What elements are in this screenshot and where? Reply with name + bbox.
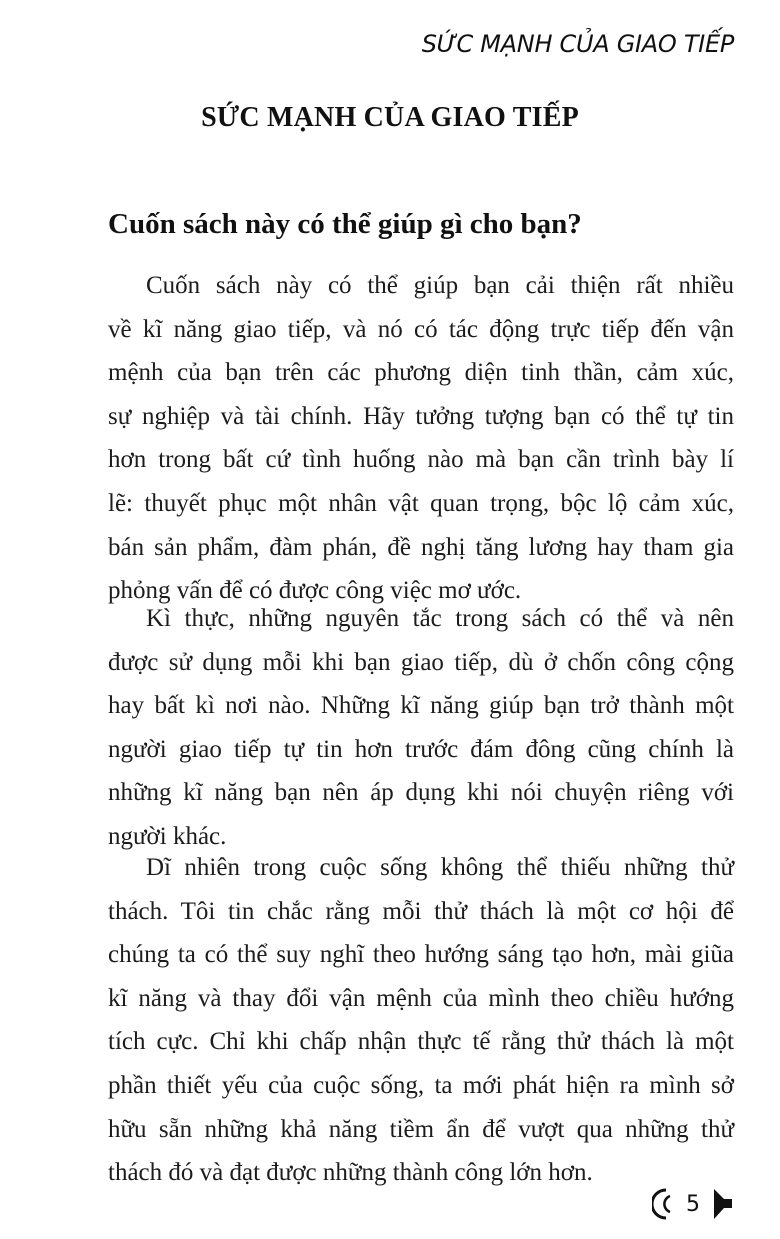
text-line: hữu sẵn những khả năng tiềm ẩn để vượt qua những thử — [108, 1115, 734, 1143]
page-number: 5 — [686, 1191, 700, 1217]
text-line: hay bất kì nơi nào. Những kĩ năng giúp bạn trở thành một — [108, 692, 734, 720]
text-line: hơn trong bất cứ tình huống nào mà bạn cần trình bày lí — [108, 446, 734, 474]
arrow-ornament-icon — [712, 1188, 738, 1220]
paragraph-3 — [108, 846, 734, 1195]
text-line: mệnh của bạn trên các phương diện tinh thần, cảm xúc, — [108, 359, 734, 387]
text-line: những kĩ năng bạn nên áp dụng khi nói chuyện riêng với — [108, 779, 734, 807]
running-header: SỨC MẠNH CỦA GIAO TIẾP — [421, 30, 734, 58]
paragraph-2 — [108, 597, 734, 859]
text-line: thách đó và đạt được những thành công lớn hơn. — [108, 1159, 593, 1187]
text-line: tích cực. Chỉ khi chấp nhận thực tế rằng thử thách là một — [108, 1028, 734, 1056]
text-line: phỏng vấn để có được công việc mơ ước. — [108, 577, 522, 605]
section-heading: Cuốn sách này có thể giúp gì cho bạn? — [108, 208, 582, 240]
crescent-ornament-icon — [652, 1188, 674, 1220]
text-line: chúng ta có thể suy nghĩ theo hướng sáng tạo hơn, mài giũa — [108, 941, 734, 969]
text-line: Dĩ nhiên trong cuộc sống không thể thiếu những thử — [146, 854, 734, 881]
page-footer — [652, 1186, 738, 1222]
text-line: người giao tiếp tự tin hơn trước đám đông cũng chính là — [108, 735, 734, 763]
text-line: kĩ năng và thay đổi vận mệnh của mình theo chiều hướng — [108, 984, 734, 1012]
chapter-title: SỨC MẠNH CỦA GIAO TIẾP — [201, 102, 579, 133]
paragraph-1 — [108, 264, 734, 613]
text-line: người khác. — [108, 822, 227, 850]
text-line: lẽ: thuyết phục một nhân vật quan trọng, bộc lộ cảm xúc, — [108, 489, 734, 517]
text-line: bán sản phẩm, đàm phán, đề nghị tăng lương hay tham gia — [108, 533, 734, 561]
text-line: phần thiết yếu của cuộc sống, ta mới phát hiện ra mình sở — [108, 1071, 734, 1099]
text-line: về kĩ năng giao tiếp, và nó có tác động trực tiếp đến vận — [108, 315, 734, 343]
text-line: Cuốn sách này có thể giúp bạn cải thiện rất nhiều — [146, 272, 734, 299]
text-line: thách. Tôi tin chắc rằng mỗi thử thách là một cơ hội để — [108, 897, 734, 925]
text-line: được sử dụng mỗi khi bạn giao tiếp, dù ở chốn công cộng — [108, 648, 734, 676]
text-line: sự nghiệp và tài chính. Hãy tưởng tượng bạn có thể tự tin — [108, 402, 734, 430]
text-line: Kì thực, những nguyên tắc trong sách có thể và nên — [146, 605, 734, 632]
